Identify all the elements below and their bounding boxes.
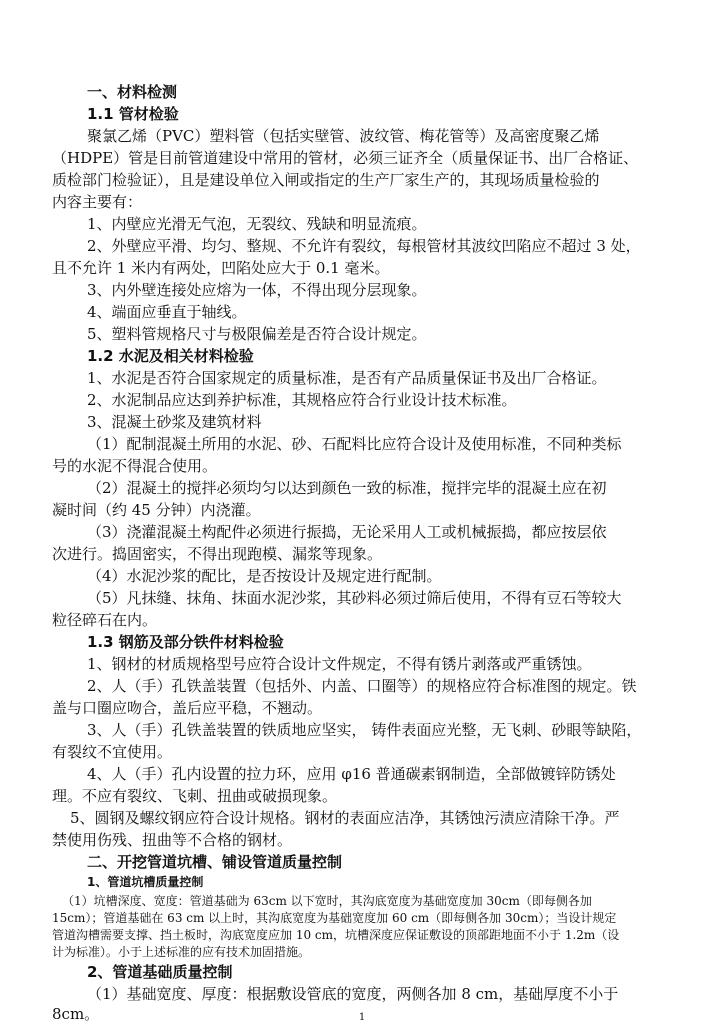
- subsection-heading: 1、管道坑槽质量控制: [87, 875, 204, 889]
- paragraph-line: 质检部门检验证），且是建设单位入闸或指定的生产厂家生产的，其现场质量检验的: [52, 171, 600, 189]
- list-item-continuation: 理。不应有裂纹、飞刺、扭曲或破损现象。: [52, 787, 338, 805]
- list-item-continuation: 号的水泥不得混合使用。: [52, 457, 218, 475]
- paragraph-line: 内容主要有：: [52, 193, 143, 211]
- list-item: （1）基础宽度、厚度：根据敷设管底的宽度，两侧各加 8 cm，基础厚度不小于: [87, 985, 619, 1003]
- subsection-heading: 1.2 水泥及相关材料检验: [87, 347, 254, 365]
- section-heading: 二、开挖管道坑槽、铺设管道质量控制: [87, 853, 343, 871]
- list-item-continuation: 且不允许 1 米内有两处，凹陷处应大于 0.1 毫米。: [52, 259, 390, 277]
- paragraph-line: （HDPE）管是目前管道建设中常用的管材，必须三证齐全（质量保证书、出厂合格证、: [52, 149, 639, 167]
- list-item: 3、混凝土砂浆及建筑材料: [87, 413, 262, 431]
- small-paragraph-line: （1）坑槽深度、宽度：管道基础为 63cm 以下宽时，其沟底宽度为基础宽度加 30cm（即每侧各加: [62, 894, 592, 908]
- list-item: 5、圆钢及螺纹钢应符合设计规格。钢材的表面应洁净，其锈蚀污渍应清除干净。严: [70, 809, 620, 827]
- list-item-continuation: 粒径碎石在内。: [52, 611, 158, 629]
- list-item: 3、人（手）孔铁盖装置的铁质地应坚实， 铸件表面应光整，无飞刺、砂眼等缺陷，: [87, 721, 642, 739]
- small-paragraph-line: 15cm）；管道基础在 63 cm 以上时，其沟底宽度为基础宽度加 60 cm（即每侧各加 30cm）；当设计规定: [52, 911, 617, 925]
- list-item-continuation: 禁使用伤残、扭曲等不合格的钢材。: [52, 831, 293, 849]
- list-item-continuation: 有裂纹不宜使用。: [52, 743, 173, 761]
- list-item: 2、人（手）孔铁盖装置（包括外、内盖、口圈等）的规格应符合标准图的规定。铁: [87, 677, 637, 695]
- list-item: （1）配制混凝土所用的水泥、砂、石配料比应符合设计及使用标准，不同种类标: [87, 435, 622, 453]
- page-number: 1: [358, 1012, 366, 1023]
- list-item: （2）混凝土的搅拌必须均匀以达到颜色一致的标准，搅拌完毕的混凝土应在初: [87, 479, 607, 497]
- small-paragraph-line: 计为标准）。小于上述标准的应有技术加固措施。: [52, 945, 311, 959]
- list-item-continuation: 8cm。: [52, 1005, 100, 1023]
- subsection-heading: 1.1 管材检验: [87, 105, 179, 123]
- list-item: 4、人（手）孔内设置的拉力环，应用 φ16 普通碳素钢制造，全部做镀锌防锈处: [87, 765, 616, 783]
- list-item-continuation: 盖与口圈应吻合，盖后应平稳，不翘动。: [52, 699, 323, 717]
- list-item: 1、内壁应光滑无气泡，无裂纹、残缺和明显流痕。: [87, 215, 427, 233]
- list-item: 4、端面应垂直于轴线。: [87, 303, 247, 321]
- list-item: 2、水泥制品应达到养护标准，其规格应符合行业设计技术标准。: [87, 391, 517, 409]
- paragraph-line: 聚氯乙烯（PVC）塑料管（包括实壁管、波纹管、梅花管等）及高密度聚乙烯: [87, 127, 600, 145]
- subsection-heading: 2、管道基础质量控制: [87, 963, 233, 981]
- list-item: 2、外壁应平滑、均匀、整规、不允许有裂纹，每根管材其波纹凹陷应不超过 3 处，: [87, 237, 641, 255]
- small-paragraph-line: 管道沟槽需要支撑、挡土板时，沟底宽度应加 10 cm，坑槽深度应保证敷设的顶部距地面不小于 1.2m（设: [52, 928, 620, 942]
- subsection-heading: 1.3 钢筋及部分铁件材料检验: [87, 633, 284, 651]
- section-heading: 一、材料检测: [87, 83, 178, 101]
- list-item: 3、内外壁连接处应熔为一体，不得出现分层现象。: [87, 281, 427, 299]
- list-item: （4）水泥沙浆的配比，是否按设计及规定进行配制。: [87, 567, 442, 585]
- list-item-continuation: 凝时间（约 45 分钟）内浇灌。: [52, 501, 261, 519]
- list-item: 1、钢材的材质规格型号应符合设计文件规定，不得有锈片剥落或严重锈蚀。: [87, 655, 592, 673]
- list-item: （3）浇灌混凝土构配件必须进行振捣，无论采用人工或机械振捣，都应按层依: [87, 523, 607, 541]
- list-item: （5）凡抹缝、抹角、抹面水泥沙浆，其砂料必须过筛后使用，不得有豆石等较大: [87, 589, 622, 607]
- list-item-continuation: 次进行。捣固密实，不得出现跑模、漏浆等现象。: [52, 545, 383, 563]
- list-item: 5、塑料管规格尺寸与极限偏差是否符合设计规定。: [87, 325, 427, 343]
- list-item: 1、水泥是否符合国家规定的质量标准，是否有产品质量保证书及出厂合格证。: [87, 369, 607, 387]
